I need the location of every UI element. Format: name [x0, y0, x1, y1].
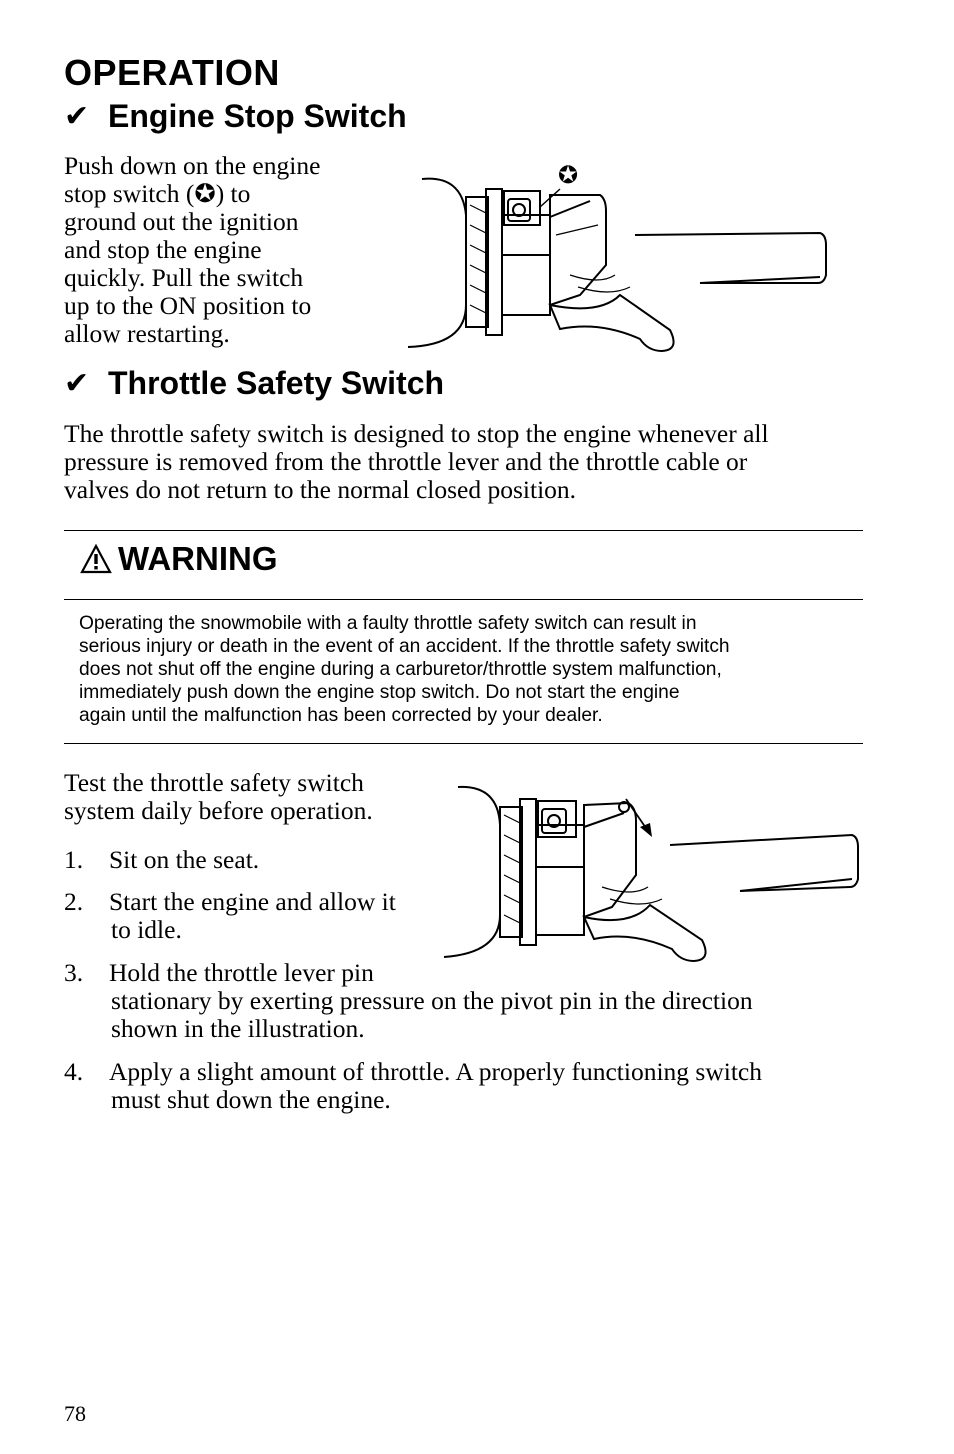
- warning-mid-rule: [64, 599, 863, 600]
- list-item: [64, 846, 864, 876]
- engine-stop-switch-illustration: [400, 155, 840, 360]
- throttle-safety-heading-text: Throttle Safety Switch: [108, 365, 445, 401]
- step-text: stationary by exerting pressure on the pivot pin in the direction: [111, 986, 753, 1015]
- throttle-safety-paragraph: [64, 420, 864, 504]
- paragraph-line: Push down on the engine: [64, 151, 321, 180]
- page-number: 78: [64, 1401, 86, 1426]
- warning-line: serious injury or death in the event of an accident. If the throttle safety switch: [79, 636, 730, 657]
- warning-line: does not shut off the engine during a carburetor/throttle system malfunction,: [79, 659, 722, 680]
- checkmark-icon: ✔: [64, 99, 90, 134]
- step-text: Start the engine and allow it: [109, 887, 396, 916]
- paragraph-line: Test the throttle safety switch: [64, 768, 364, 797]
- paragraph-line: system daily before operation.: [64, 796, 373, 825]
- step-text: must shut down the engine.: [111, 1085, 391, 1114]
- step-number: 3.: [64, 958, 84, 987]
- step-text: shown in the illustration.: [111, 1014, 365, 1043]
- paragraph-line: quickly. Pull the switch: [64, 263, 304, 292]
- warning-text: [79, 612, 854, 727]
- warning-line: immediately push down the engine stop switch. Do not start the engine: [79, 682, 680, 703]
- step-text: Sit on the seat.: [109, 845, 260, 874]
- list-item: [64, 888, 864, 948]
- paragraph-line: ground out the ignition: [64, 207, 299, 236]
- checkmark-icon: ✔: [64, 366, 90, 401]
- paragraph-line: pressure is removed from the throttle lever and the throttle cable or: [64, 447, 748, 476]
- step-number: 2.: [64, 887, 84, 916]
- step-number: 1.: [64, 845, 84, 874]
- paragraph-line: The throttle safety switch is designed to stop the engine whenever all: [64, 419, 769, 448]
- warning-top-rule: [64, 530, 863, 531]
- stop-switch-symbol: ✪: [557, 161, 579, 189]
- engine-stop-heading: [64, 98, 407, 135]
- warning-title: [80, 540, 278, 578]
- step-text: to idle.: [111, 915, 182, 944]
- step-number: 4.: [64, 1057, 84, 1086]
- warning-title-text: WARNING: [118, 540, 278, 577]
- page-title: OPERATION: [64, 52, 280, 93]
- step-text: Hold the throttle lever pin: [109, 958, 374, 987]
- step-text: Apply a slight amount of throttle. A properly functioning switch: [109, 1057, 763, 1086]
- warning-line: again until the malfunction has been corrected by your dealer.: [79, 705, 603, 726]
- warning-bottom-rule: [64, 743, 863, 744]
- list-item: [64, 1058, 864, 1118]
- warning-triangle-icon: [80, 544, 112, 574]
- engine-stop-heading-text: Engine Stop Switch: [108, 98, 407, 134]
- direction-arrow-icon: [640, 823, 652, 837]
- paragraph-line: allow restarting.: [64, 319, 230, 348]
- paragraph-line: and stop the engine: [64, 235, 262, 264]
- warning-line: Operating the snowmobile with a faulty throttle safety switch can result in: [79, 613, 697, 634]
- throttle-safety-heading: [64, 365, 444, 402]
- test-intro: [64, 769, 424, 825]
- paragraph-line: valves do not return to the normal closed position.: [64, 475, 577, 504]
- engine-stop-paragraph: [64, 152, 394, 348]
- paragraph-line: up to the ON position to: [64, 291, 312, 320]
- paragraph-line: stop switch (✪) to: [64, 179, 251, 208]
- list-item: [64, 959, 864, 1049]
